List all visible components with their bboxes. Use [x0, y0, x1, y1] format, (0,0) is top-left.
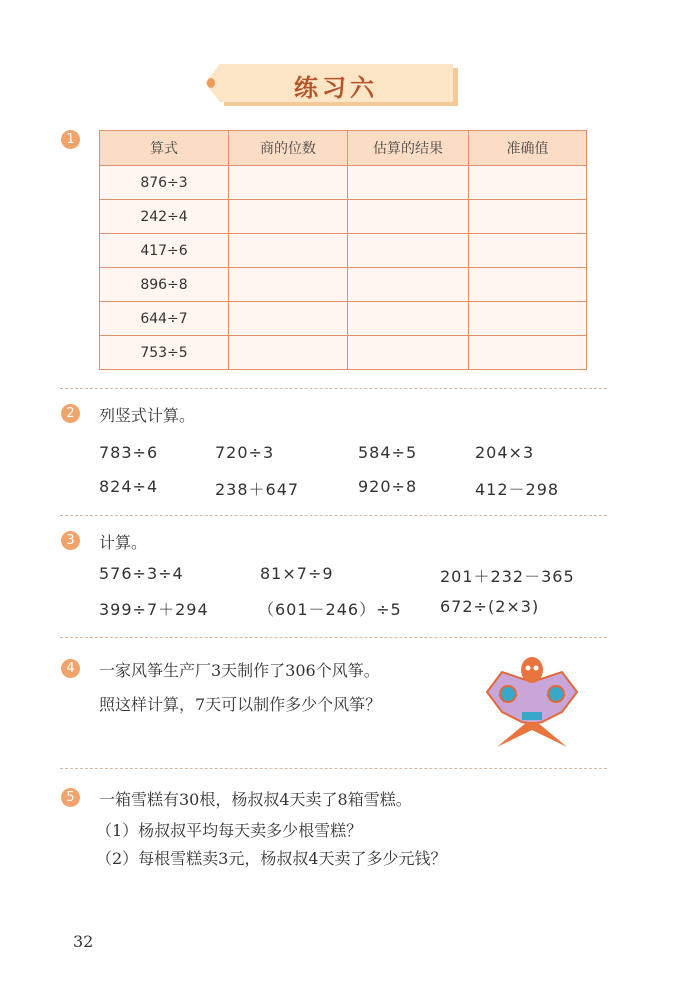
answer-cell[interactable]	[229, 268, 348, 302]
section-divider	[60, 515, 607, 516]
table-header: 准确值	[469, 131, 587, 166]
word-problem-question: （2）每根雪糕卖3元，杨叔叔4天卖了多少元钱？	[96, 849, 447, 868]
exercise-item: 412－298	[475, 480, 560, 499]
word-problem-line: 一家风筝生产厂3天制作了306个风筝。	[99, 661, 380, 680]
exercise-item: 672÷(2×3)	[440, 597, 540, 616]
exercise-item: 238＋647	[215, 480, 300, 499]
exercise-item: 204×3	[475, 443, 535, 462]
table-header: 估算的结果	[348, 131, 469, 166]
page-number: 32	[73, 932, 94, 951]
answer-cell[interactable]	[469, 200, 587, 234]
table-row	[100, 200, 587, 234]
expression-cell: 644÷7	[100, 302, 229, 336]
answer-cell[interactable]	[229, 336, 348, 370]
expression-cell: 876÷3	[100, 166, 229, 200]
section-heading: 计算。	[99, 533, 148, 552]
section-divider	[60, 768, 607, 769]
answer-cell[interactable]	[469, 336, 587, 370]
answer-cell[interactable]	[348, 336, 469, 370]
banner-dot	[207, 78, 215, 88]
title-banner	[205, 64, 457, 106]
section-divider	[60, 637, 607, 638]
table-header: 商的位数	[229, 131, 348, 166]
table-row	[100, 302, 587, 336]
answer-cell[interactable]	[469, 268, 587, 302]
table-header-row	[100, 131, 587, 166]
answer-cell[interactable]	[469, 166, 587, 200]
answer-cell[interactable]	[348, 166, 469, 200]
section-divider	[60, 388, 607, 389]
exercise-item: 720÷3	[215, 443, 275, 462]
exercise-item: 824÷4	[99, 477, 159, 496]
kite-illustration	[482, 652, 582, 752]
answer-cell[interactable]	[348, 200, 469, 234]
exercise-item: 783÷6	[99, 443, 159, 462]
section-heading: 列竖式计算。	[99, 406, 196, 425]
exercise-item: （601－246）÷5	[258, 600, 402, 619]
answer-cell[interactable]	[229, 234, 348, 268]
word-problem-question: （1）杨叔叔平均每天卖多少根雪糕？	[96, 821, 363, 840]
answer-cell[interactable]	[469, 302, 587, 336]
section-number-4: 4	[61, 659, 80, 678]
answer-cell[interactable]	[469, 234, 587, 268]
section-number-3: 3	[61, 531, 80, 550]
estimation-table	[99, 130, 587, 370]
expression-cell: 753÷5	[100, 336, 229, 370]
table-row	[100, 166, 587, 200]
expression-cell: 417÷6	[100, 234, 229, 268]
word-problem-line: 一箱雪糕有30根，杨叔叔4天卖了8箱雪糕。	[99, 790, 412, 809]
table-row	[100, 234, 587, 268]
answer-cell[interactable]	[348, 234, 469, 268]
exercise-item: 920÷8	[358, 477, 418, 496]
section-number-5: 5	[61, 788, 80, 807]
exercise-item: 576÷3÷4	[99, 564, 184, 583]
table-row	[100, 336, 587, 370]
section-number-2: 2	[61, 404, 80, 423]
expression-cell: 896÷8	[100, 268, 229, 302]
answer-cell[interactable]	[348, 302, 469, 336]
answer-cell[interactable]	[348, 268, 469, 302]
exercise-item: 81×7÷9	[260, 564, 334, 583]
answer-cell[interactable]	[229, 200, 348, 234]
exercise-item: 399÷7＋294	[99, 600, 209, 619]
exercise-item: 584÷5	[358, 443, 418, 462]
expression-cell: 242÷4	[100, 200, 229, 234]
answer-cell[interactable]	[229, 302, 348, 336]
table-header: 算式	[100, 131, 229, 166]
page-title: 练习六	[294, 73, 378, 102]
table-row	[100, 268, 587, 302]
section-number-1: 1	[61, 130, 80, 149]
answer-cell[interactable]	[229, 166, 348, 200]
exercise-item: 201＋232－365	[440, 567, 575, 586]
word-problem-line: 照这样计算，7天可以制作多少个风筝？	[99, 695, 382, 714]
